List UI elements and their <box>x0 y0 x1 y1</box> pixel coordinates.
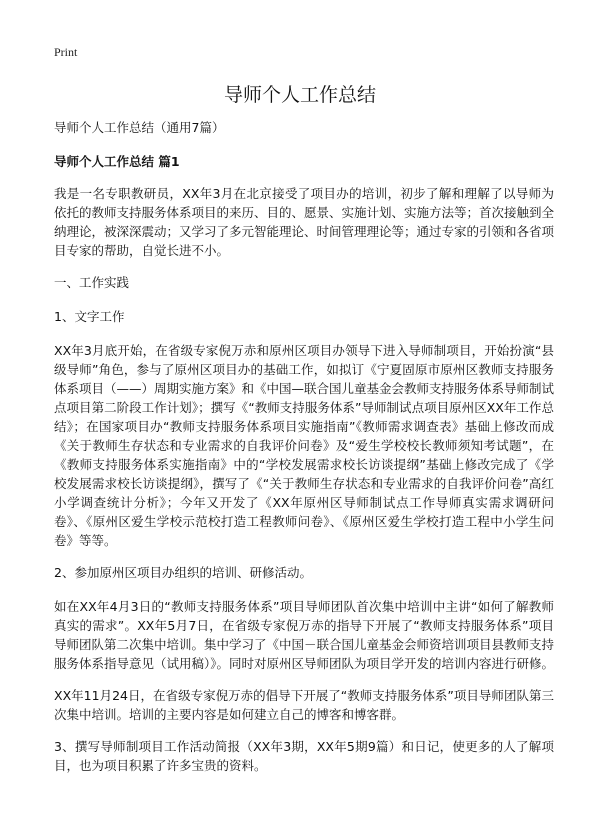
article-heading: 导师个人工作总结 篇1 <box>54 154 180 169</box>
print-link[interactable]: Print <box>54 45 78 59</box>
body-paragraph-writing: XX年3月底开始，在省级专家倪万赤和原州区项目办领导下进入导师制项目，开始扮演“县级导师”角色，参与了原州区项目办的基础工作，如拟订《宁夏固原市原州区教师支持服务体系项目（——）周期实施方案》和《中国—联合国儿童基金会教师支持服务体系导师制试点项目第二阶段工作计划》；撰写《“教师支持服务体系”导师制试点项目原州区XX年工作总结》；在国家项目办“教师支持服务体系项目实施指南”《教师需求调查表》基础上修改而成《关于教师生存状态和专业需求的自我评价问卷》及“爱生学校校长教师须知考试题”，在《教师支持服务体系实施指南》中的“学校发展需求校长访谈提纲”基础上修改完成了《学校发展需求校长访谈提纲》，撰写了《“关于教师生存状态和专业需求的自我评价问卷”高红小学调查统计分析》；今年又开发了《XX年原州区导师制试点工作导师真实需求调研问卷》、《原州区爱生学校示范校打造工程教师问卷》、《原州区爱生学校打造工程中小学生问卷》等等。 <box>54 343 555 548</box>
section-heading-work-practice: 一、工作实践 <box>54 275 130 290</box>
body-paragraph-training-2: XX年11月24日，在省级专家倪万赤的倡导下开展了“教师支持服务体系”项目导师团队第三次集中培训。培训的主要内容是如何建立自己的博客和博客群。 <box>54 688 554 722</box>
document-body <box>54 118 554 788</box>
subheading-writing-work: 1、文字工作 <box>54 309 125 324</box>
page-title: 导师个人工作总结 <box>223 84 376 106</box>
intro-paragraph: 我是一名专职教研员，XX年3月在北京接受了项目办的培训，初步了解和理解了以导师为依托的教师支持服务体系项目的来历、目的、愿景、实施计划、实施方法等；首次接触到全纳理论，被深深震动；又学习了多元智能理论、时间管理理论等；通过专家的引领和各省项目专家的帮助，自觉长进不小。 <box>54 186 555 258</box>
subheading-training: 2、参加原州区项目办组织的培训、研修活动。 <box>54 565 312 580</box>
document-subtitle: 导师个人工作总结（通用7篇） <box>54 120 225 135</box>
body-paragraph-training-1: 如在XX年4月3日的“教师支持服务体系”项目导师团队首次集中培训中主讲“如何了解教师真实的需求”。XX年5月7日，在省级专家倪万赤的指导下开展了“教师支持服务体系”项目导师团队第二次集中培训。集中学习了《中国－联合国儿童基金会师资培训项目县教师支持服务体系指导意见（试用稿）》。同时对原州区导师团队为项目学开发的培训内容进行研修。 <box>54 599 555 671</box>
subheading-briefings: 3、撰写导师制项目工作活动简报（XX年3期，XX年5期9篇）和日记，使更多的人了解项目，也为项目积累了许多宝贵的资料。 <box>54 739 554 773</box>
